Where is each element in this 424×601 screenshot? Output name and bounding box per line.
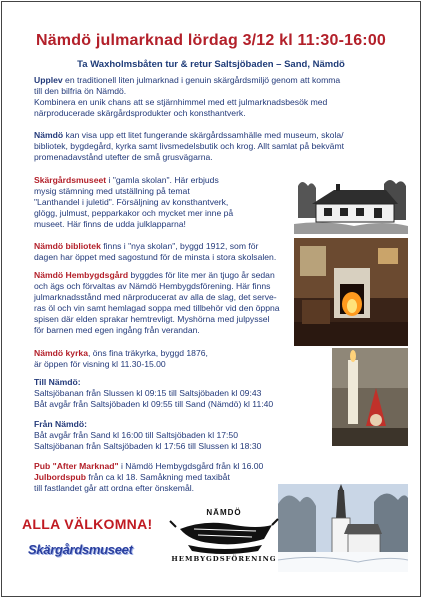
- pub-line: från ca kl 18. Samåkning med taxibåt: [86, 472, 230, 482]
- skargardsmuseet-logo: Skärgårdsmuseet: [28, 542, 133, 557]
- hembygd-line: ras öl och vin samt hemlagad soppa med tillbehör vid den öppna: [34, 303, 280, 313]
- julbordspub-lead: Julbordspub: [34, 472, 87, 482]
- to-namdo-schedule: [34, 377, 334, 410]
- candle-gnome-photo: [332, 348, 408, 446]
- hembygd-line: och ägs och förvaltas av Nämdö Hembygdsförening. Här finns: [34, 281, 271, 291]
- library-paragraph: [34, 241, 296, 263]
- schedule-line: Båt avgår från Sand kl 16:00 till Saltsjöbaden kl 17:50: [34, 430, 238, 440]
- library-lead: Nämdö bibliotek: [34, 241, 101, 251]
- to-namdo-heading: Till Nämdö:: [34, 377, 81, 387]
- pub-paragraph: [34, 461, 304, 494]
- intro-line: Kombinera en unik chans att se stjärnhimmel med ett julmarknadsbesök med: [34, 97, 328, 107]
- museum-line: "Lanthandel i juletid". Försäljning av konsthantverk,: [34, 197, 229, 207]
- hembygd-lead: Nämdö Hembygdsgård: [34, 270, 129, 280]
- church-lead: Nämdö kyrka: [34, 348, 88, 358]
- namdo-line: kan visa upp ett litet fungerande skärgårdssamhälle med museum, skola/: [63, 130, 344, 140]
- library-line: finns i "nya skolan", byggd 1912, som för: [100, 241, 259, 251]
- from-namdo-heading: Från Nämdö:: [34, 419, 87, 429]
- hembygd-logo-bottom: HEMBYGDSFÖRENING: [171, 555, 277, 563]
- church-paragraph: [34, 348, 284, 370]
- schedule-line: Saltsjöbanan från Saltsjöbaden kl 17:56 till Slussen kl 18:30: [34, 441, 262, 451]
- page-title: Nämdö julmarknad lördag 3/12 kl 11:30-16:00: [35, 32, 387, 49]
- boat-emblem-icon: [166, 517, 282, 557]
- museum-line: mysig stämning med utställning på temat: [34, 186, 190, 196]
- hembygdsforening-logo: [166, 508, 282, 570]
- namdo-line: promenadavstånd utefter de små grusvägarna.: [34, 152, 213, 162]
- fireplace-photo: [294, 238, 408, 346]
- hembygd-line: byggdes för lite mer än tjugo år sedan: [128, 270, 275, 280]
- church-line: , öns fina träkyrka, byggd 1876,: [87, 348, 208, 358]
- hembygd-line: för barnen med egen ingång från verandan.: [34, 325, 200, 335]
- intro-line: en traditionell liten julmarknad i genuin skärgårdsmiljö genom att komma: [62, 75, 341, 85]
- church-winter-photo: [278, 484, 408, 572]
- namdo-lead: Nämdö: [34, 130, 64, 140]
- schedule-line: Saltsjöbanan från Slussen kl 09:15 till Saltsjöbaden kl 09:43: [34, 388, 262, 398]
- hembygd-logo-top: NÄMDÖ: [206, 508, 242, 517]
- hembygd-paragraph: [34, 270, 304, 336]
- intro-paragraph: [34, 75, 404, 119]
- welcome-text: ALLA VÄLKOMNA!: [22, 516, 153, 532]
- intro-lead: Upplev: [34, 75, 63, 85]
- from-namdo-schedule: [34, 419, 334, 452]
- schedule-line: Båt avgår från Saltsjöbaden kl 09:55 till Sand (Nämdö) kl 11:40: [34, 399, 274, 409]
- namdo-line: bibliotek, bygdegård, kyrka samt livsmedelsbutik och krog. Allt samlat på bekvämt: [34, 141, 344, 151]
- intro-line: till den bilfria ön Nämdö.: [34, 86, 127, 96]
- museum-line: museet. Här finns de udda julklapparna!: [34, 219, 186, 229]
- hembygd-line: spisen där elden sprakar hemtrevligt. Myshörna med julpyssel: [34, 314, 270, 324]
- church-line: är öppen för visning kl 11.30-15.00: [34, 359, 166, 369]
- intro-line: närproducerade skärgårdsprodukter och konsthantverk.: [34, 108, 246, 118]
- museum-lead: Skärgårdsmuseet: [34, 175, 107, 185]
- museum-house-drawing: [294, 176, 408, 234]
- pub-lead: Pub "After Marknad": [34, 461, 119, 471]
- hembygd-line: julmarknadsstånd med närproducerat av alla de slag, det serve-: [34, 292, 277, 302]
- library-line: dagen har öppet med sagostund för de minsta i stora skolsalen.: [34, 252, 277, 262]
- museum-line: glögg, julmust, pepparkakor och mycket mer inne på: [34, 208, 234, 218]
- poster: [1, 1, 421, 597]
- pub-line: till fastlandet går att ordna efter önskemål.: [34, 483, 195, 493]
- pub-line: i Nämdö Hembygdsgård från kl 16.00: [118, 461, 264, 471]
- museum-line: i "gamla skolan". Här erbjuds: [106, 175, 219, 185]
- museum-paragraph: [34, 175, 284, 230]
- namdo-paragraph: [34, 130, 408, 163]
- ferry-subtitle: Ta Waxholmsbåten tur & retur Saltsjöbaden – Sand, Nämdö: [77, 59, 345, 70]
